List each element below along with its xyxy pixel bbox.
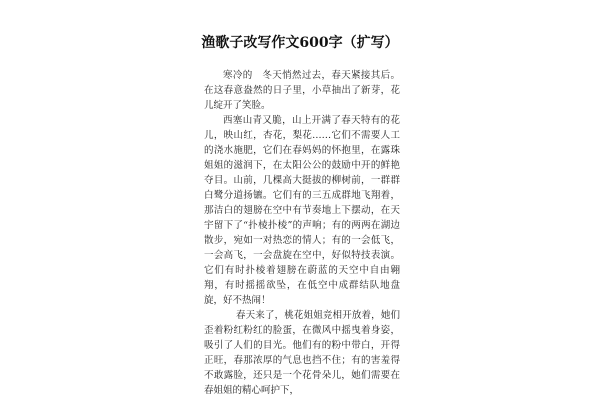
paragraph-2: 西塞山青又脆，山上开满了春天特有的花儿，映山红，杏花，梨花……它们不需要人工的浇水施肥，它们在春妈妈的怀抱里，在露珠姐姐的滋润下，在太阳公公的鼓励中开的鲜艳夺目。山前，几棵高大挺拔的柳树前，一群群白鹭分道扬镳。它们有的三五成群地飞翔着，那洁白的翅膀在空中有节奏地上下摆动，在天宇留下了“扑棱扑棱”的声响；有的两两在湖边散步，宛如一对热恋的情人；有的一会低飞，一会高飞，一会盘旋在空中，好似特技表演。它们有时扑棱着翅膀在蔚蓝的天空中自由翱翔，有时摇摇欲坠，在低空中成群结队地盘旋，好不热闹！ xyxy=(204,115,400,306)
paragraph-1: 寒冷的 冬天悄然过去，春天紧接其后。在这春意盎然的日子里，小草抽出了新芽，花儿绽开了笑脸。 xyxy=(204,70,400,111)
document-title: 渔歌子改写作文600字（扩写） xyxy=(201,35,399,51)
paragraph-3: 春天来了，桃花姐姐竞相开放着，她们歪着粉红粉红的脸蛋，在微风中摇曳着身姿，吸引了人们的目光。他们有的粉中带白，开得正旺，春那浓厚的气息也挡不住；有的害羞得不敢露脸，还只是一个花骨朵儿，她们需要在春姐姐的精心呵护下， xyxy=(204,310,400,396)
document-body xyxy=(204,68,400,398)
